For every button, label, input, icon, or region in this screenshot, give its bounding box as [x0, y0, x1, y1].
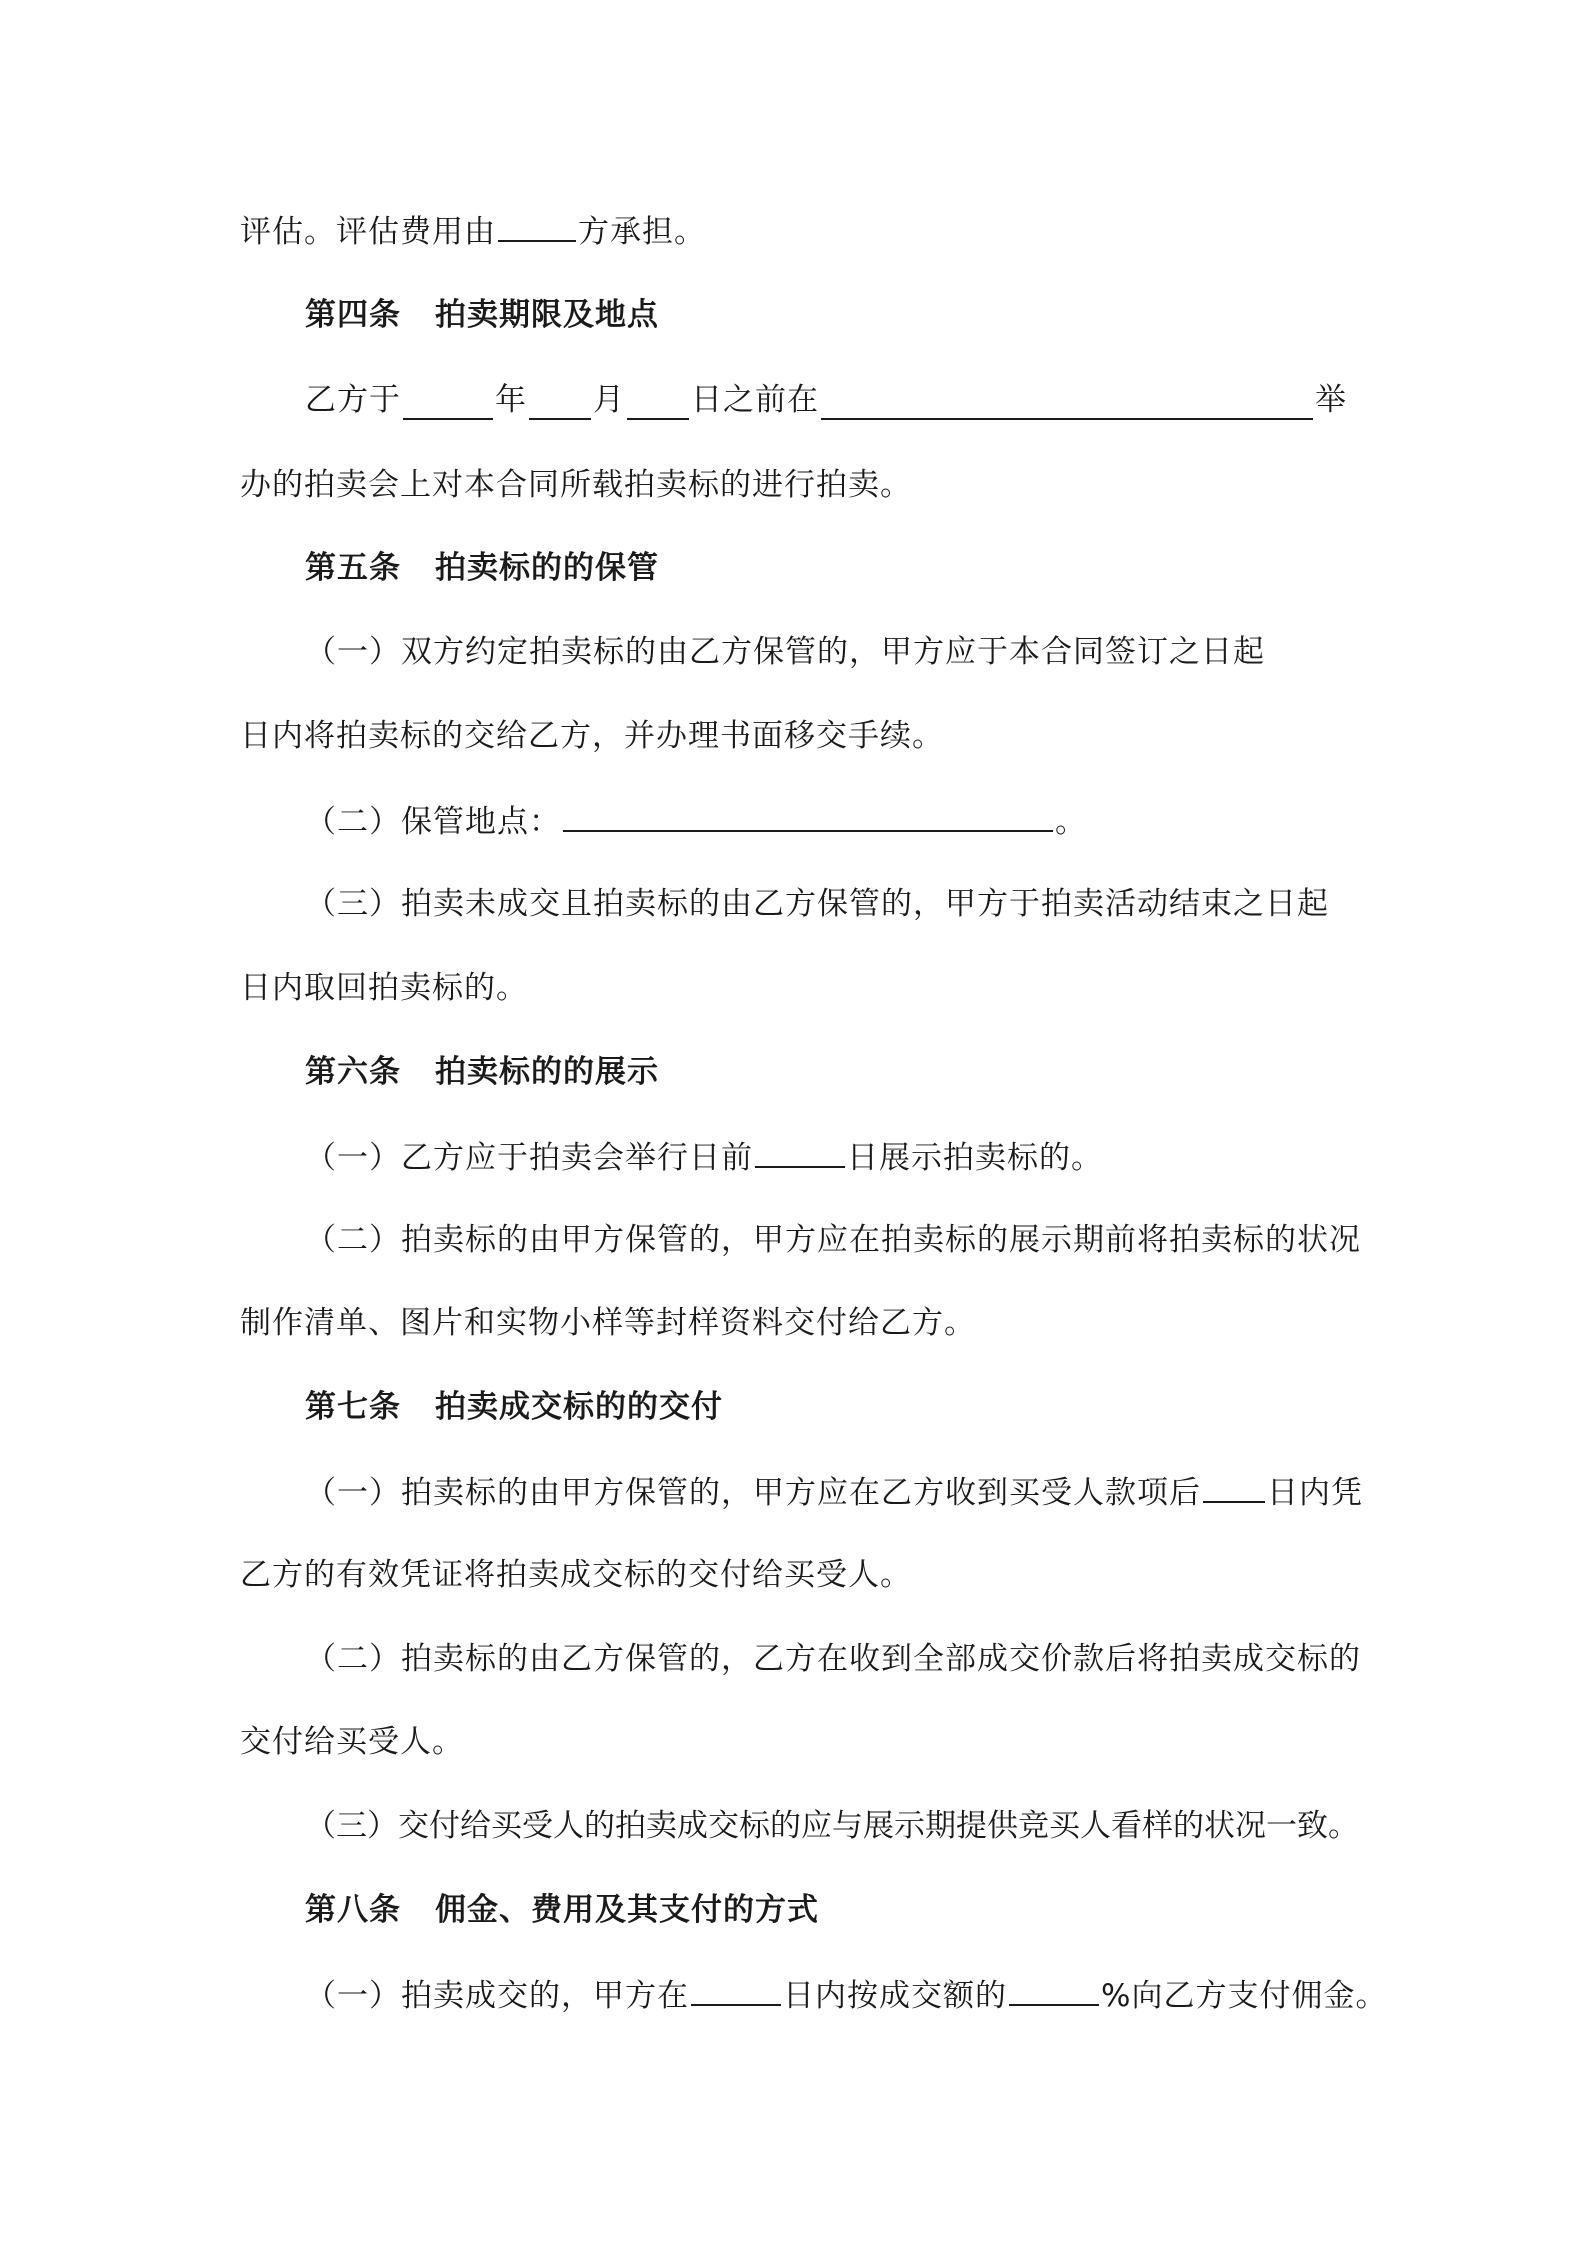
paragraph-line: 日内将拍卖标的交给乙方，并办理书面移交手续。 — [240, 718, 944, 754]
paragraph-line: 日内取回拍卖标的。 — [240, 970, 528, 1006]
text: 日内凭 — [1267, 1475, 1363, 1511]
year-blank[interactable] — [403, 388, 493, 420]
month-blank[interactable] — [529, 388, 591, 420]
text: 日展示拍卖标的。 — [847, 1140, 1103, 1176]
text: 方承担。 — [578, 214, 706, 250]
text: 举 — [1315, 382, 1347, 418]
text: 年 — [495, 382, 527, 418]
day-blank[interactable] — [627, 388, 689, 420]
article-number: 第五条 — [305, 550, 401, 586]
fill-blank[interactable] — [755, 1136, 845, 1168]
paragraph-line: 制作清单、图片和实物小样等封样资料交付给乙方。 — [240, 1305, 976, 1341]
article-title: 拍卖成交标的的交付 — [435, 1389, 723, 1425]
article-title: 拍卖标的的展示 — [435, 1054, 659, 1090]
article-heading-5 — [305, 548, 1375, 588]
paragraph-line: （二）拍卖标的由乙方保管的，乙方在收到全部成交价款后将拍卖成交标的 — [305, 1641, 1361, 1677]
text: 日之前在 — [691, 382, 819, 418]
text: （一）拍卖标的由甲方保管的，甲方应在乙方收到买受人款项后 — [305, 1475, 1201, 1511]
paragraph-line — [305, 800, 1375, 842]
paragraph-line: （一）双方约定拍卖标的由乙方保管的，甲方应于本合同签订之日起 — [305, 634, 1265, 670]
text: 评估。评估费用由 — [240, 214, 496, 250]
fill-blank[interactable] — [498, 210, 576, 242]
article-heading-7 — [305, 1387, 1375, 1427]
article-heading-8 — [305, 1890, 1375, 1930]
text: 乙方于 — [305, 382, 401, 418]
article-heading-4 — [305, 295, 1375, 335]
location-blank[interactable] — [821, 388, 1313, 420]
text: （一）拍卖成交的，甲方在 — [305, 1978, 689, 2014]
paragraph-line: （二）拍卖标的由甲方保管的，甲方应在拍卖标的展示期前将拍卖标的状况 — [305, 1222, 1361, 1258]
article-title: 拍卖期限及地点 — [435, 297, 659, 333]
text: 月 — [593, 382, 625, 418]
text: （二）保管地点： — [305, 804, 561, 840]
article-number: 第六条 — [305, 1054, 401, 1090]
article-title: 佣金、费用及其支付的方式 — [435, 1892, 819, 1928]
paragraph-line — [305, 1471, 1375, 1513]
paragraph-line: 办的拍卖会上对本合同所载拍卖标的进行拍卖。 — [240, 467, 912, 503]
text: （一）乙方应于拍卖会举行日前 — [305, 1140, 753, 1176]
paragraph-line — [305, 1974, 1388, 2016]
paragraph-line: （三）交付给买受人的拍卖成交标的应与展示期提供竞买人看样的状况一致。 — [305, 1808, 1359, 1844]
article-number: 第四条 — [305, 297, 401, 333]
paragraph-line: 乙方的有效凭证将拍卖成交标的交付给买受人。 — [240, 1557, 912, 1593]
paragraph-line: （三）拍卖未成交且拍卖标的由乙方保管的，甲方于拍卖活动结束之日起 — [305, 886, 1329, 922]
article-heading-6 — [305, 1052, 1375, 1092]
storage-location-blank[interactable] — [563, 800, 1053, 832]
percent-blank[interactable] — [1009, 1974, 1099, 2006]
article-number: 第八条 — [305, 1892, 401, 1928]
text: 。 — [1055, 804, 1087, 840]
paragraph-line — [305, 380, 1375, 420]
paragraph-line — [240, 210, 1360, 252]
article-number: 第七条 — [305, 1389, 401, 1425]
paragraph-line — [305, 1136, 1375, 1178]
paragraph-line: 交付给买受人。 — [240, 1724, 464, 1760]
text: %向乙方支付佣金。 — [1101, 1978, 1388, 2014]
text: 日内按成交额的 — [783, 1978, 1007, 2014]
fill-blank[interactable] — [1203, 1471, 1265, 1503]
days-blank[interactable] — [691, 1974, 781, 2006]
article-title: 拍卖标的的保管 — [435, 550, 659, 586]
